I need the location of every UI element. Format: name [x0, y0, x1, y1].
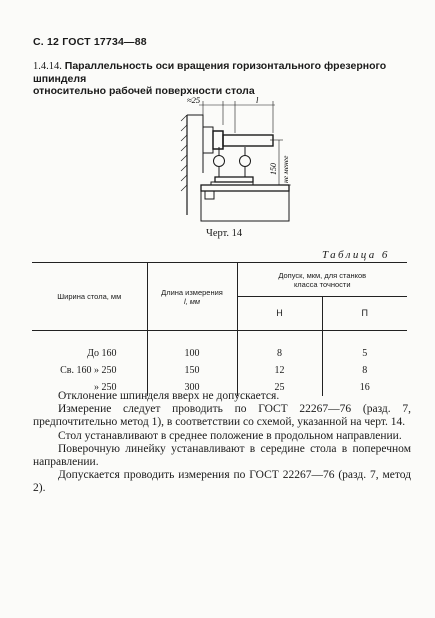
dim-l-label: l — [256, 95, 259, 105]
paragraph: Отклонение шпинделя вверх не допускается. — [58, 390, 280, 402]
col-header-width: Ширина стола, мм — [32, 263, 147, 331]
dim-note-label: не менее — [281, 155, 290, 183]
dim-height-label: 150 — [269, 163, 278, 175]
sub-header-p: П — [322, 297, 407, 331]
cell-p: 5 — [362, 348, 368, 359]
page-header: С. 12 ГОСТ 17734—88 — [33, 36, 147, 48]
paragraph: Стол устанавливают в среднее положение в продольном направлении. — [58, 429, 402, 442]
cell-length: 300 — [147, 379, 237, 396]
body-text — [33, 390, 411, 496]
tolerance-table — [32, 262, 407, 396]
cell-n: 12 — [237, 362, 322, 379]
figure-14-drawing — [175, 95, 295, 225]
table-title: Таблица 6 — [322, 249, 390, 261]
dim-top-label: ≈25 — [187, 95, 201, 105]
section-title-text1: Параллельность оси вращения горизонтального фрезерного шпинделя — [33, 60, 387, 85]
col-header-tolerance-line2: класса точности — [293, 279, 351, 289]
cell-n: 25 — [237, 379, 322, 396]
col-header-length-line1: Длина измерения — [161, 287, 223, 297]
section-title-line2: относительно рабочей поверхности стола — [33, 85, 255, 97]
cell-length: 150 — [147, 362, 237, 379]
paragraph: Допускается проводить измерения по ГОСТ 22267—76 (разд. 7, метод 2). — [33, 469, 411, 495]
section-heading — [33, 60, 413, 97]
section-number: 1.4.14. — [33, 61, 62, 72]
cell-width: » 250 — [32, 379, 147, 396]
col-header-length-line2: l, мм — [183, 296, 201, 306]
cell-width: До 160 — [32, 331, 147, 363]
paragraph: Поверочную линейку устанавливают в середине стола в поперечном направлении. — [33, 442, 411, 469]
col-header-tolerance — [237, 263, 407, 297]
cell-length: 100 — [147, 331, 237, 363]
table-row — [32, 331, 407, 363]
cell-p: 16 — [359, 382, 370, 393]
cell-width: Св. 160 » 250 — [32, 362, 147, 379]
table-row — [32, 362, 407, 379]
col-header-tolerance-line1: Допуск, мкм, для станков — [278, 270, 367, 280]
col-header-length — [147, 263, 237, 331]
paragraph: Измерение следует проводить по ГОСТ 22267—76 (разд. 7, предпочтительно метод 1), в соответствии со схемой, указанной на черт. 14. — [33, 403, 411, 429]
section-title-line1 — [33, 60, 413, 85]
figure-caption: Черт. 14 — [206, 228, 243, 239]
cell-p: 8 — [362, 365, 368, 376]
sub-header-n: Н — [237, 297, 322, 331]
cell-n: 8 — [237, 331, 322, 363]
